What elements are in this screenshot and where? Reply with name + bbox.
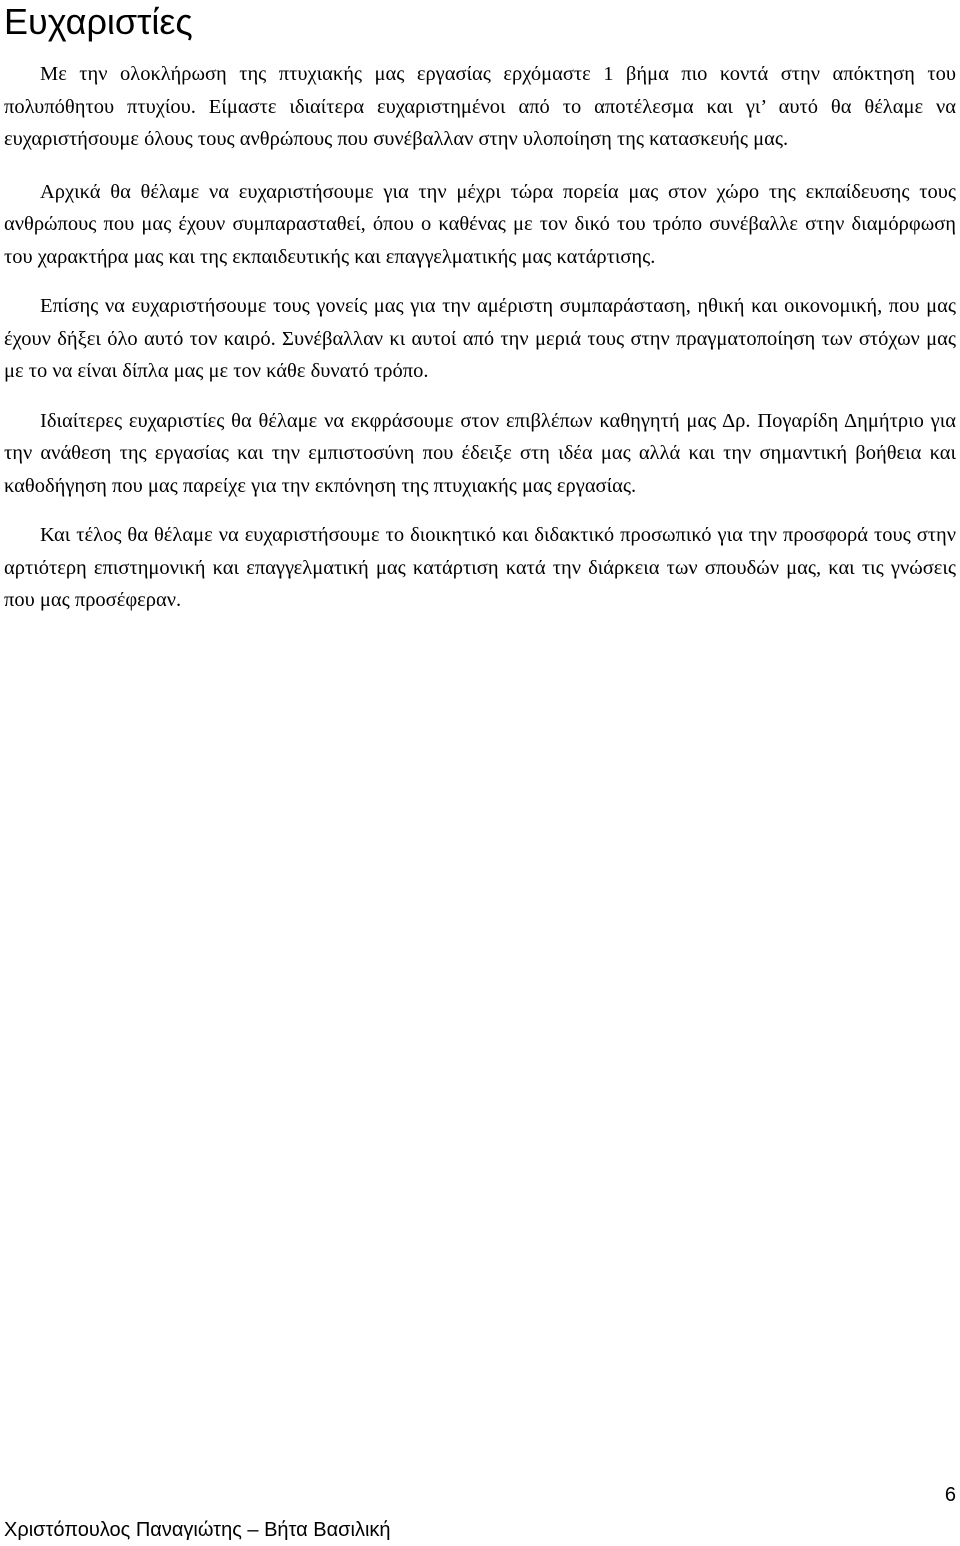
paragraph-intro: Με την ολοκλήρωση της πτυχιακής μας εργασίας ερχόμαστε 1 βήμα πιο κοντά στην απόκτηση του πολυπόθητου πτυχίου. Είμαστε ιδιαίτερα ευχαριστημένοι από το αποτέλεσμα και γι’ αυτό θα θέλαμε να ευχαριστήσουμε όλους τους ανθρώπους που συνέβαλλαν στην υλοποίηση της κατασκευής μας. <box>4 63 956 150</box>
paragraph-staff: Και τέλος θα θέλαμε να ευχαριστήσουμε το διοικητικό και διδακτικό προσωπικό για την προσφορά τους στην αρτιότερη επιστημονική και επαγγελματική μας κατάρτιση κατά την διάρκεια των σπουδών μας, και τις γνώσεις που μας προσέφεραν. <box>4 524 956 611</box>
document-body <box>4 58 956 634</box>
page-number: 6 <box>944 1484 956 1506</box>
footer-authors: Χριστόπουλος Παναγιώτης – Βήτα Βασιλική <box>4 1519 391 1541</box>
paragraph-parents: Επίσης να ευχαριστήσουμε τους γονείς μας για την αμέριστη συμπαράσταση, ηθική και οικονομική, που μας έχουν δήξει όλο αυτό τον καιρό. Συνέβαλλαν κι αυτοί από την μεριά τους στην πραγματοποίηση των στόχων μας με το να είναι δίπλα μας με τον κάθε δυνατό τρόπο. <box>4 295 956 382</box>
paragraph-education: Αρχικά θα θέλαμε να ευχαριστήσουμε για την μέχρι τώρα πορεία μας στον χώρο της εκπαίδευσης τους ανθρώπους που μας έχουν συμπαρασταθεί, όπου ο καθένας με τον δικό του τρόπο συνέβαλλε στην διαμόρφωση του χαρακτήρα μας και της εκπαιδευτικής και επαγγελματικής μας κατάρτισης. <box>4 180 956 268</box>
page-title: Ευχαριστίες <box>4 1 193 42</box>
paragraph-supervisor: Ιδιαίτερες ευχαριστίες θα θέλαμε να εκφράσουμε στον επιβλέπων καθηγητή μας Δρ. Πογαρίδη Δημήτριο για την ανάθεση της εργασίας και την εμπιστοσύνη που έδειξε στη ιδέα μας αλλά και την σημαντική βοήθεια και καθοδήγηση που μας παρείχε για την εκπόνηση της πτυχιακής μας εργασίας. <box>4 409 956 497</box>
